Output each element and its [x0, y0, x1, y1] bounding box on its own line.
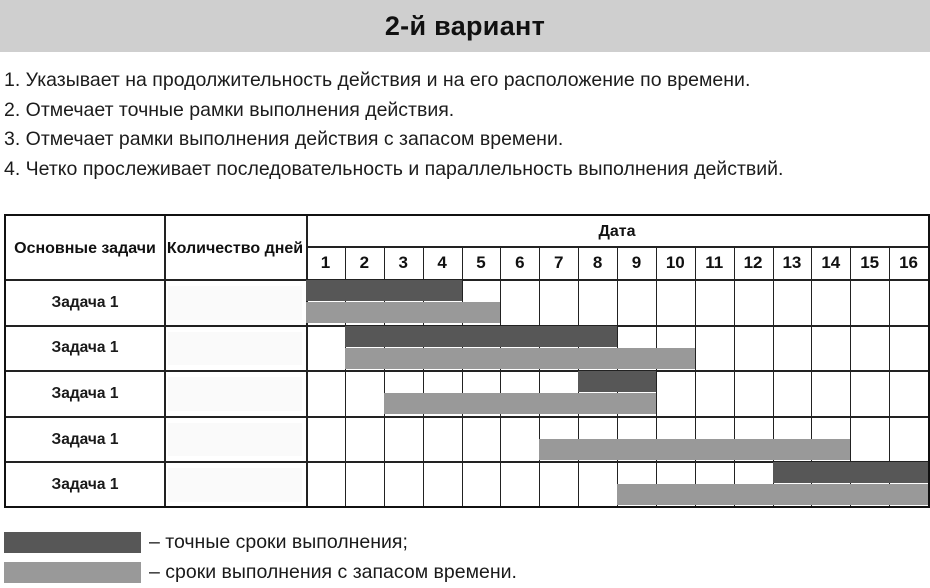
days-count-cell [168, 377, 302, 411]
day-number: 3 [398, 253, 408, 272]
task-name: Задача 1 [51, 339, 119, 357]
date-header: Дата [598, 222, 636, 240]
reserve-bar [306, 302, 500, 323]
day-number: 5 [476, 253, 486, 272]
title-band [0, 0, 930, 52]
legend-swatch-exact [4, 532, 141, 553]
task-name: Задача 1 [51, 476, 119, 494]
day-number: 12 [743, 253, 763, 272]
days-column-header: Количество дней [166, 239, 304, 257]
grid-line [539, 246, 540, 506]
reserve-bar [345, 348, 695, 369]
legend-swatch-reserve [4, 562, 141, 583]
exact-bar [578, 371, 656, 392]
day-number: 9 [631, 253, 642, 272]
exact-bar [773, 462, 929, 483]
legend-label-exact: – точные сроки выполнения; [149, 531, 408, 553]
points-list [4, 66, 926, 184]
grid-line [695, 246, 696, 506]
day-number: 1 [320, 253, 331, 272]
grid-line [462, 246, 463, 506]
grid-line [734, 246, 735, 506]
point-item: 1. Указывает на продолжительность действия и на его расположение по времени. [4, 69, 751, 91]
legend-label-reserve: – сроки выполнения с запасом времени. [149, 561, 517, 583]
task-name: Задача 1 [51, 293, 119, 311]
reserve-bar [617, 484, 928, 505]
reserve-bar [384, 393, 656, 414]
exact-bar [306, 280, 462, 301]
tasks-column-header: Основные задачи [14, 239, 156, 257]
day-number: 6 [515, 253, 525, 272]
reserve-bar [539, 439, 850, 460]
point-item: 2. Отмечает точные рамки выполнения действия. [4, 98, 455, 121]
exact-bar [345, 326, 617, 347]
grid-line [656, 246, 657, 506]
days-count-cell [168, 468, 302, 502]
day-number: 11 [705, 253, 724, 272]
days-count-cell [168, 332, 302, 366]
point-item: 3. Отмечает рамки выполнения действия с запасом времени. [4, 128, 564, 150]
gantt-table [4, 214, 930, 508]
day-number: 2 [359, 253, 370, 272]
day-number: 13 [782, 253, 802, 272]
days-count-cell [168, 286, 302, 320]
day-number: 15 [860, 253, 880, 272]
task-name: Задача 1 [51, 384, 119, 402]
day-number: 16 [899, 253, 919, 272]
legend-reserve [4, 561, 517, 584]
legend-exact [4, 531, 408, 554]
day-number: 14 [821, 253, 841, 272]
days-count-cell [168, 423, 302, 457]
day-number: 7 [553, 253, 564, 272]
page-title: 2-й вариант [384, 10, 546, 41]
point-item: 4. Четко прослеживает последовательность и параллельность выполнения действий. [4, 157, 784, 180]
day-number: 8 [592, 253, 603, 272]
grid-line [500, 246, 501, 506]
day-number: 10 [665, 253, 685, 272]
day-number: 4 [437, 253, 447, 272]
task-name: Задача 1 [51, 430, 119, 448]
